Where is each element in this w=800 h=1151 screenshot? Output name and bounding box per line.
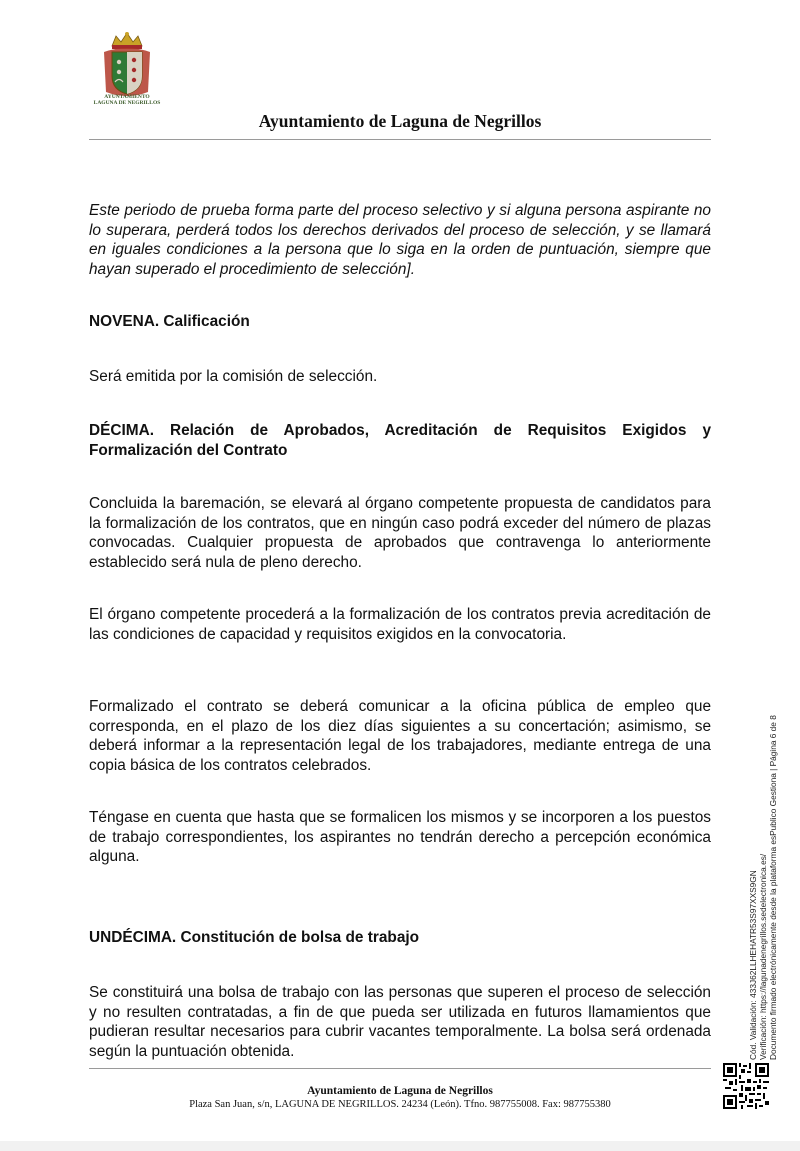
novena-paragraph: Será emitida por la comisión de selección.: [89, 368, 378, 385]
decima-paragraph-1: Concluida la baremación, se elevará al órgano competente propuesta de candidatos para la formalización de los contratos, que en ningún caso podrá exceder del número de plazas convocadas. Cualquier propuesta de aprobados que contravenga lo anteriormente establecido será nula de pleno derecho.: [89, 495, 711, 571]
logo-caption-line1: AYUNTAMIENTO: [104, 94, 150, 100]
section-heading-undecima: UNDÉCIMA. Constitución de bolsa de trabajo: [89, 929, 420, 946]
decima-paragraph-3: Formalizado el contrato se deberá comunicar a la oficina pública de empleo que corresponda, en el plazo de los diez días siguientes a su concertación; asimismo, se deberá informar a la representación legal de los trabajadores, mediante entrega de una copia básica de los contratos celebrados.: [89, 698, 711, 774]
header-divider: [89, 139, 711, 140]
validation-url[interactable]: Verificación: https://lagunadenegrillos.sedelectronica.es/: [758, 853, 769, 1060]
logo-caption-line2: LAGUNA DE NEGRILLOS: [93, 100, 161, 106]
section-heading-novena: NOVENA. Calificación: [89, 313, 250, 330]
undecima-paragraph: Se constituirá una bolsa de trabajo con las personas que superen el proceso de selección y no resulten contratadas, a fin de que pueda ser utilizada en futuros llamamientos que pudieran resultar necesarios para cubrir vacantes temporalmente. La bolsa será ordenada según la puntuación obtenida.: [89, 984, 711, 1060]
qr-code-icon[interactable]: [723, 1063, 769, 1109]
page-bottom-strip: [0, 1141, 800, 1151]
logo-caption: [84, 94, 170, 106]
footer-divider: [89, 1068, 711, 1069]
decima-paragraph-2: El órgano competente procederá a la formalización de los contratos previa acreditación de las condiciones de capacidad y requisitos exigidos en la convocatoria.: [89, 606, 711, 643]
validation-signature-note: Documento firmado electrónicamente desde la plataforma esPublico Gestiona | Página 6 de 8: [768, 715, 779, 1060]
validation-code: Cód. Validación: 433J62LLHEHATR53S97XXS9GN: [748, 870, 758, 1060]
footer-name: Ayuntamiento de Laguna de Negrillos: [307, 1085, 493, 1097]
decima-paragraph-4: Téngase en cuenta que hasta que se formalicen los mismos y se incorporen a los puestos de trabajo correspondientes, los aspirantes no tendrán derecho a percepción económica alguna.: [89, 809, 711, 865]
section-heading-decima: DÉCIMA. Relación de Aprobados, Acreditación de Requisitos Exigidos y Formalización del Contrato: [89, 422, 711, 459]
header-title: Ayuntamiento de Laguna de Negrillos: [258, 111, 542, 131]
intro-paragraph: Este periodo de prueba forma parte del proceso selectivo y si alguna persona aspirante no lo superara, perderá todos los derechos derivados del proceso de selección, y se llamará en iguales condiciones a la persona que lo siga en la orden de puntuación, siempre que hayan superado el procedimiento de selección].: [89, 202, 711, 278]
footer-address: Plaza San Juan, s/n, LAGUNA DE NEGRILLOS. 24234 (León). Tfno. 987755008. Fax: 987755380: [189, 1099, 611, 1110]
